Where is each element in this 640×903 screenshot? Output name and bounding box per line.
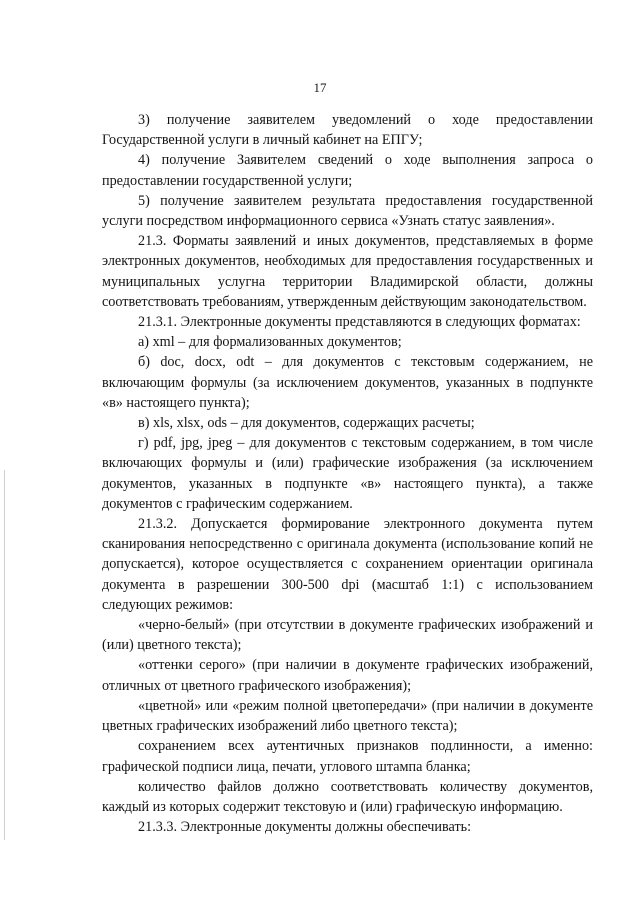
paragraph-item-4: 4) получение Заявителем сведений о ходе выполнения запроса о предоставлении государственной услуги;	[102, 152, 593, 189]
paragraph-item-5: 5) получение заявителем результата предоставления государственной услуги посредством информационного сервиса «Узнать статус заявления».	[102, 192, 593, 230]
paragraph-section-21-3: 21.3. Форматы заявлений и иных документов, представляемых в форме электронных документов, необходимых для предоставления государственных и муниципальных услугна территории Владимирской области, должны соответствовать требованиям, утвержденным действующим законодательством.	[102, 233, 593, 310]
paragraph-format-b: б) doc, docx, odt – для документов с текстовым содержанием, не включающим формулы (за исключением документов, указанных в подпункте «в» настоящего пункта);	[102, 354, 593, 411]
paragraph-authenticity: сохранением всех аутентичных признаков подлинности, а именно: графической подписи лица, печати, углового штампа бланка;	[102, 738, 593, 775]
paragraph-section-21-3-1: 21.3.1. Электронные документы представляются в следующих форматах:	[138, 314, 581, 331]
page-number: 17	[313, 80, 327, 95]
paragraph-mode-grayscale: «оттенки серого» (при наличии в документе графических изображений, отличных от цветного графического изображения);	[102, 657, 593, 694]
paragraph-format-v: в) xls, xlsx, ods – для документов, содержащих расчеты;	[138, 415, 475, 432]
paragraph-section-21-3-3: 21.3.3. Электронные документы должны обеспечивать:	[138, 819, 472, 836]
paragraph-format-a: а) xml – для формализованных документов;	[138, 334, 402, 351]
scan-edge-line	[4, 470, 5, 840]
paragraph-mode-bw: «черно-белый» (при отсутствии в документе графических изображений и (или) цветного текста);	[102, 617, 593, 654]
paragraph-item-3: 3) получение заявителем уведомлений о ходе предоставлении Государственной услуги в личный кабинет на ЕПГУ;	[102, 112, 593, 149]
paragraph-mode-color: «цветной» или «режим полной цветопередачи» (при наличии в документе цветных графических изображений либо цветного текста);	[102, 697, 593, 735]
paragraph-section-21-3-2: 21.3.2. Допускается формирование электронного документа путем сканирования непосредственно с оригинала документа (использование копий не допускается), которое осуществляется с сохранением ориентации оригинала документа в разрешении 300-500 dpi (масштаб 1:1) с использованием следующих режимов:	[102, 516, 593, 613]
paragraph-format-g: г) pdf, jpg, jpeg – для документов с текстовым содержанием, в том числе включающих формулы и (или) графические изображения (за исключением документов, указанных в подпункте «в» настоящего пункта), а также документов с графическим содержанием.	[102, 435, 593, 512]
document-body	[102, 110, 593, 837]
paragraph-file-count: количество файлов должно соответствовать количеству документов, каждый из которых содержит текстовую и (или) графическую информацию.	[102, 778, 593, 815]
